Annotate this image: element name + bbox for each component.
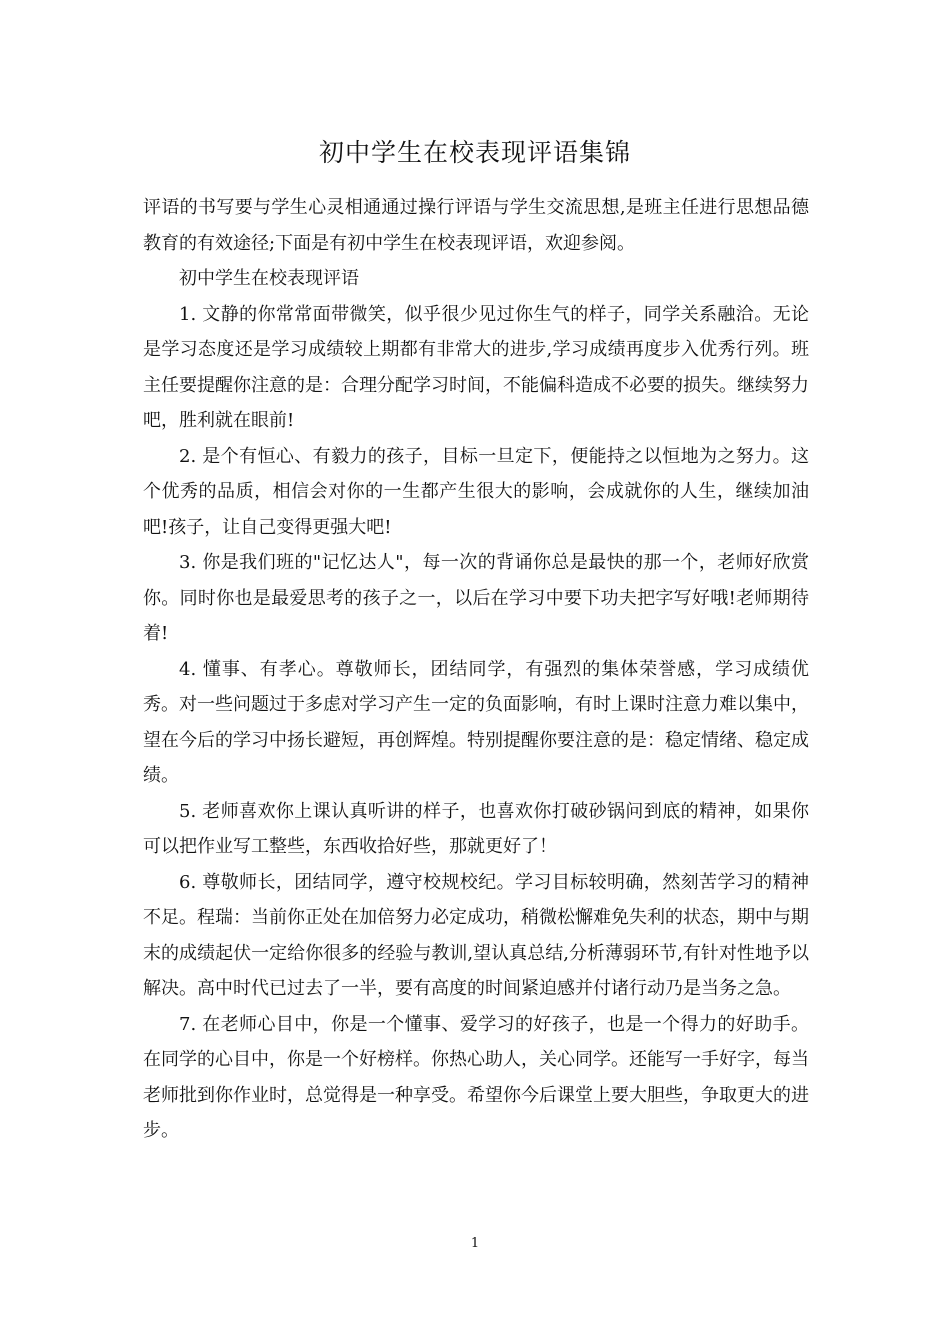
page-number: 1 [470,1236,480,1251]
comment-item-5: 5. 老师喜欢你上课认真听讲的样子，也喜欢你打破砂锅问到底的精神，如果你可以把作业写工整些，东西收拾好些，那就更好了！ [143,800,809,857]
comment-item-6: 6. 尊敬师长，团结同学，遵守校规校纪。学习目标较明确，然刻苦学习的精神不足。程瑞：当前你正处在加倍努力必定成功，稍微松懈难免失利的状态，期中与期末的成绩起伏一定给你很多的经验与教训,望认真总结,分析薄弱环节,有针对性地予以解决。高中时代已过去了一半，要有高度的时间紧迫感并付诸行动乃是当务之急。 [143,871,809,999]
comment-item-3: 3. 你是我们班的"记忆达人"，每一次的背诵你总是最快的那一个，老师好欣赏你。同时你也是最爱思考的孩子之一，以后在学习中要下功夫把字写好哦!老师期待着! [143,552,809,644]
comment-item-4: 4. 懂事、有孝心。尊敬师长，团结同学，有强烈的集体荣誉感，学习成绩优秀。对一些问题过于多虑对学习产生一定的负面影响，有时上课时注意力难以集中，望在今后的学习中扬长避短，再创辉煌。特别提醒你要注意的是：稳定情绪、稳定成绩。 [143,658,809,786]
document-title: 初中学生在校表现评语集锦 [318,138,631,167]
intro-paragraph: 评语的书写要与学生心灵相通通过操行评语与学生交流思想,是班主任进行思想品德教育的有效途径;下面是有初中学生在校表现评语，欢迎参阅。 [143,197,809,254]
comment-item-1: 1. 文静的你常常面带微笑，似乎很少见过你生气的样子，同学关系融洽。无论是学习态度还是学习成绩较上期都有非常大的进步,学习成绩再度步入优秀行列。班主任要提醒你注意的是：合理分配学习时间，不能偏科造成不必要的损失。继续努力吧，胜利就在眼前! [143,303,809,431]
section-subheading: 初中学生在校表现评语 [179,268,359,289]
document-body [143,190,809,1149]
comment-item-7: 7. 在老师心目中，你是一个懂事、爱学习的好孩子，也是一个得力的好助手。在同学的心目中，你是一个好榜样。你热心助人，关心同学。还能写一手好字，每当老师批到你作业时，总觉得是一种享受。希望你今后课堂上要大胆些，争取更大的进步。 [143,1013,809,1141]
comment-item-2: 2. 是个有恒心、有毅力的孩子，目标一旦定下，便能持之以恒地为之努力。这个优秀的品质，相信会对你的一生都产生很大的影响，会成就你的人生，继续加油吧!孩子，让自己变得更强大吧! [143,445,809,538]
